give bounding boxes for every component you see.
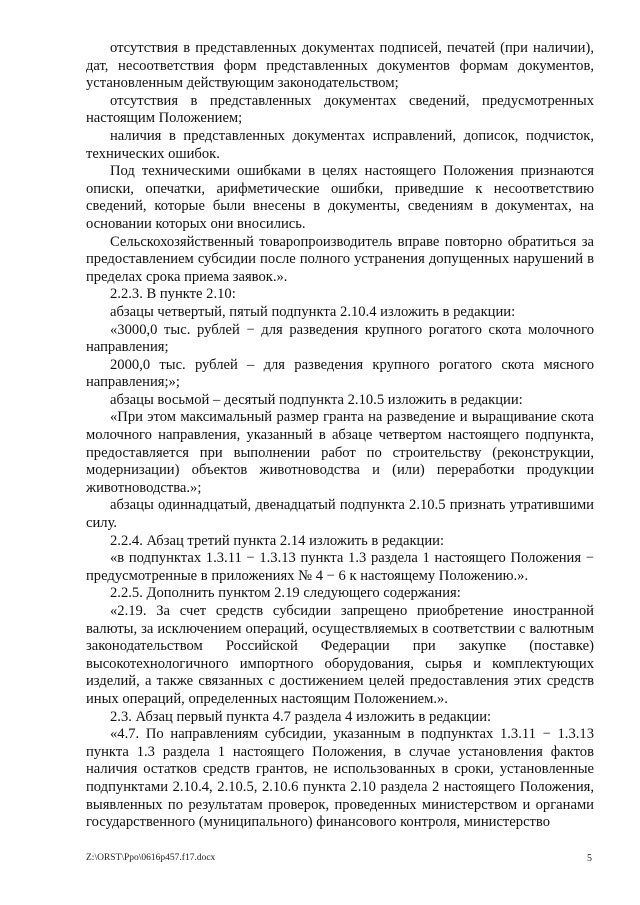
paragraph: «3000,0 тыс. рублей − для разведения крупного рогатого скота молочного направления; — [86, 321, 594, 356]
paragraph: Сельскохозяйственный товаропроизводитель вправе повторно обратиться за предоставлением субсидии после полного устранения допущенных нарушений в пределах срока приема заявок.». — [86, 233, 594, 285]
paragraph: «2.19. За счет средств субсидии запрещено приобретение иностранной валюты, за исключением операций, осуществляемых в соответствии с валютным законодательством Российской Федерации при закупке (поставке) высокотехнологичного импортного оборудования, сырья и комплектующих изделий, а также связанных с достижением целей предоставления этих средств иных операций, определенных настоящим Положением.». — [86, 603, 594, 707]
paragraph: наличия в представленных документах исправлений, дописок, подчисток, технических ошибок. — [86, 127, 594, 162]
paragraph: «4.7. По направлениям субсидии, указанным в подпунктах 1.3.11 − 1.3.13 пункта 1.3 раздела 1 настоящего Положения, в случае установления фактов наличия остатков средств грантов, не использованных в сроки, установленные подпунктами 2.10.4, 2.10.5, 2.10.6 пункта 2.10 раздела 2 настоящего Положения, выявленных по результатам проверок, проведенных министерством и органами государственного (муниципального) финансового контроля, министерство — [86, 726, 594, 831]
document-body — [86, 40, 594, 832]
paragraph: абзацы одиннадцатый, двенадцатый подпункта 2.10.5 признать утратившими силу. — [86, 497, 594, 532]
page-number: 5 — [587, 853, 592, 864]
paragraph: 2.2.3. В пункте 2.10: — [110, 286, 236, 303]
paragraph: Под техническими ошибками в целях настоящего Положения признаются описки, опечатки, арифметические ошибки, приведшие к несоответствию сведений, которые были внесены в документы, сведениям в документах, на основании которых они вносились. — [86, 163, 594, 232]
paragraph: 2.2.5. Дополнить пунктом 2.19 следующего содержания: — [110, 585, 461, 602]
paragraph: 2.2.4. Абзац третий пункта 2.14 изложить в редакции: — [110, 532, 445, 549]
paragraph: отсутствия в представленных документах сведений, предусмотренных настоящим Положением; — [86, 92, 594, 127]
paragraph: «в подпунктах 1.3.11 − 1.3.13 пункта 1.3 раздела 1 настоящего Положения − предусмотренные в приложениях № 4 − 6 к настоящему Положению.». — [86, 550, 594, 584]
paragraph: абзацы восьмой – десятый подпункта 2.10.5 изложить в редакции: — [110, 391, 523, 408]
paragraph: 2.3. Абзац первый пункта 4.7 раздела 4 изложить в редакции: — [110, 708, 492, 725]
paragraph: «При этом максимальный размер гранта на разведение и выращивание скота молочного направления, указанный в абзаце четвертом настоящего подпункта, предоставляется при выполнении работ по строительству (реконструкции, модернизации) объектов животноводства и (или) переработки продукции животноводства.»; — [86, 409, 594, 496]
paragraph: отсутствия в представленных документах подписей, печатей (при наличии), дат, несоответствия форм представленных документов формам документов, установленным действующим законодательством; — [86, 40, 594, 92]
footer-file-path: Z:\ORST\Ppo\0616p457.f17.docx — [86, 853, 216, 863]
paragraph: абзацы четвертый, пятый подпункта 2.10.4 изложить в редакции: — [110, 303, 516, 320]
paragraph: 2000,0 тыс. рублей – для разведения крупного рогатого скота мясного направления;»; — [86, 356, 594, 391]
